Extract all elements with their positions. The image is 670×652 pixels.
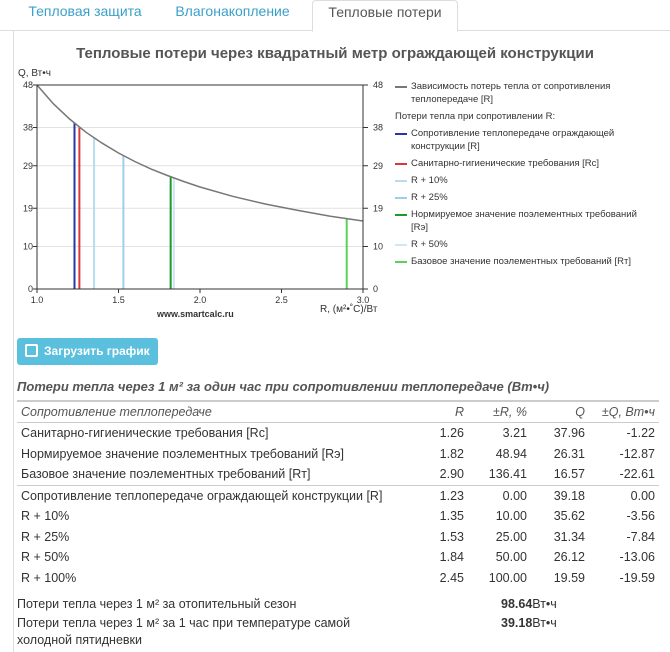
y-axis-label: Q, Вт•ч — [18, 68, 51, 79]
table-cell: 39.18 — [531, 485, 589, 506]
table-cell: -13.06 — [619, 550, 655, 565]
table-cell: 1.53 — [439, 529, 464, 544]
y-tick-label-right: 0 — [373, 284, 379, 294]
table-row — [17, 568, 659, 589]
table-row — [17, 485, 659, 506]
y-tick-label-left: 29 — [22, 160, 33, 171]
table-header-row — [17, 401, 659, 423]
heat-loss-chart — [0, 60, 395, 325]
table-title: Потери тепла через 1 м² за один час при сопротивлении теплопередаче (Вт•ч) — [17, 379, 550, 394]
legend-item-5 — [395, 238, 655, 251]
legend-swatch — [395, 261, 407, 263]
table-cell: 31.34 — [553, 529, 585, 544]
y-tick-label-right: 10 — [373, 241, 384, 252]
table-cell: -12.87 — [619, 446, 655, 461]
legend-label: Нормируемое значение поэлементных требований [Rэ] — [411, 209, 637, 233]
table-cell: Базовое значение поэлементных требований [Rт] — [21, 467, 311, 482]
table-cell: 2.45 — [439, 570, 464, 585]
y-tick-label-right: 19 — [373, 203, 384, 214]
legend-item-curve — [395, 80, 655, 106]
download-chart-button[interactable] — [17, 338, 158, 365]
table-cell: -7.84 — [626, 529, 655, 544]
legend-swatch — [395, 163, 407, 165]
table-cell: R + 25% — [21, 529, 70, 544]
tab-heat-loss[interactable]: Тепловые потери — [312, 0, 458, 32]
table-cell: 0.00 — [468, 485, 531, 506]
y-tick-label-left: 38 — [22, 122, 33, 133]
legend-item-4 — [395, 208, 655, 234]
legend-label: R + 10% — [411, 175, 448, 186]
table-cell: 35.62 — [553, 509, 585, 524]
table-cell: -19.59 — [619, 570, 655, 585]
table-cell: -22.61 — [619, 467, 655, 482]
y-tick-label-left: 19 — [22, 203, 33, 214]
y-tick-label-left: 48 — [22, 80, 33, 90]
curve-line — [37, 85, 363, 221]
table-cell: 37.96 — [553, 426, 585, 441]
x-tick-label: 2.5 — [275, 295, 288, 305]
table-cell: 0.00 — [589, 485, 659, 506]
legend-label: Зависимость потерь тепла от сопротивления теплопередаче [R] — [411, 81, 611, 105]
col-header-q: Q — [531, 401, 589, 423]
chart-legend — [395, 80, 655, 272]
table-cell: 25.00 — [495, 529, 527, 544]
table-cell: 26.31 — [553, 446, 585, 461]
table-cell: 48.94 — [495, 446, 527, 461]
legend-item-6 — [395, 255, 655, 268]
table-cell: 1.26 — [439, 426, 464, 441]
table-row — [17, 547, 659, 568]
summary-label: Потери тепла через 1 м² за 1 час при температуре самой холодной пятидневки — [17, 616, 351, 647]
table-cell: R + 10% — [21, 509, 70, 524]
table-cell: 1.84 — [439, 550, 464, 565]
col-header-resistance: Сопротивление теплопередаче — [17, 401, 420, 423]
y-tick-label-right: 29 — [373, 160, 384, 171]
legend-item-3 — [395, 191, 655, 204]
chart-title: Тепловые потери через квадратный метр ограждающей конструкции — [76, 45, 594, 62]
col-header-dr: ±R, % — [468, 401, 531, 423]
table-cell: 1.35 — [439, 509, 464, 524]
x-axis-label: R, (м²•˚С)/Вт — [320, 304, 378, 315]
table-cell: 2.90 — [439, 467, 464, 482]
table-cell: 16.57 — [553, 467, 585, 482]
legend-item-1 — [395, 157, 655, 170]
summary-value: 39.18Вт•ч — [501, 616, 557, 630]
legend-label: Сопротивление теплопередаче ограждающей конструкции [R] — [411, 128, 615, 152]
tab-bar — [0, 0, 670, 31]
legend-swatch — [395, 197, 407, 199]
x-tick-label: 1.0 — [30, 295, 44, 305]
col-header-r: R — [420, 401, 468, 423]
table-cell: -1.22 — [626, 426, 655, 441]
y-tick-label-left: 0 — [27, 284, 33, 294]
legend-swatch — [395, 180, 407, 182]
tab-moisture-accumulation[interactable]: Влагонакопление — [175, 3, 290, 19]
legend-item-2 — [395, 174, 655, 187]
table-row — [17, 506, 659, 527]
table-cell: Сопротивление теплопередаче ограждающей конструкции [R] — [17, 485, 420, 506]
table-row — [17, 527, 659, 548]
table-cell: R + 100% — [21, 570, 77, 585]
col-header-dq: ±Q, Вт•ч — [589, 401, 659, 423]
download-chart-label: Загрузить график — [44, 344, 150, 358]
y-tick-label-left: 10 — [22, 241, 33, 252]
legend-group-title: Потери тепла при сопротивлении R: — [395, 111, 556, 122]
legend-swatch — [395, 214, 407, 216]
table-row — [17, 444, 659, 465]
y-tick-label-right: 48 — [373, 80, 384, 90]
table-cell: Санитарно-гигиенические требования [Rc] — [21, 426, 269, 441]
x-tick-label: 3.0 — [356, 295, 370, 305]
table-cell: 26.12 — [553, 550, 585, 565]
x-tick-label: 1.5 — [112, 295, 125, 305]
summary-label: Потери тепла через 1 м² за отопительный сезон — [17, 597, 297, 611]
tab-thermal-protection[interactable]: Тепловая защита — [28, 3, 142, 19]
chart-download-icon — [25, 344, 38, 357]
watermark: www.smartcalc.ru — [157, 309, 234, 319]
legend-label: R + 25% — [411, 192, 448, 203]
table-cell: 136.41 — [488, 467, 527, 482]
table-cell: 100.00 — [488, 570, 527, 585]
table-cell: 19.59 — [553, 570, 585, 585]
table-row — [17, 423, 659, 444]
y-tick-label-right: 38 — [373, 122, 384, 133]
x-tick-label: 2.0 — [193, 295, 207, 305]
legend-swatch — [395, 244, 407, 246]
table-cell: Нормируемое значение поэлементных требований [Rэ] — [21, 446, 345, 461]
table-cell: 50.00 — [495, 550, 527, 565]
results-table — [17, 400, 659, 588]
table-cell: R + 50% — [21, 550, 70, 565]
legend-label: Базовое значение поэлементных требований [Rт] — [411, 256, 631, 267]
table-cell: 1.82 — [439, 446, 464, 461]
legend-item-0 — [395, 127, 655, 153]
table-row — [17, 464, 659, 485]
table-cell: 10.00 — [495, 509, 527, 524]
table-cell: 3.21 — [502, 426, 527, 441]
legend-label: Санитарно-гигиенические требования [Rc] — [411, 158, 600, 169]
summary-value: 98.64Вт•ч — [501, 597, 557, 611]
table-cell: -3.56 — [626, 509, 655, 524]
legend-swatch — [395, 133, 407, 135]
table-cell: 1.23 — [420, 485, 468, 506]
legend-label: R + 50% — [411, 239, 448, 250]
